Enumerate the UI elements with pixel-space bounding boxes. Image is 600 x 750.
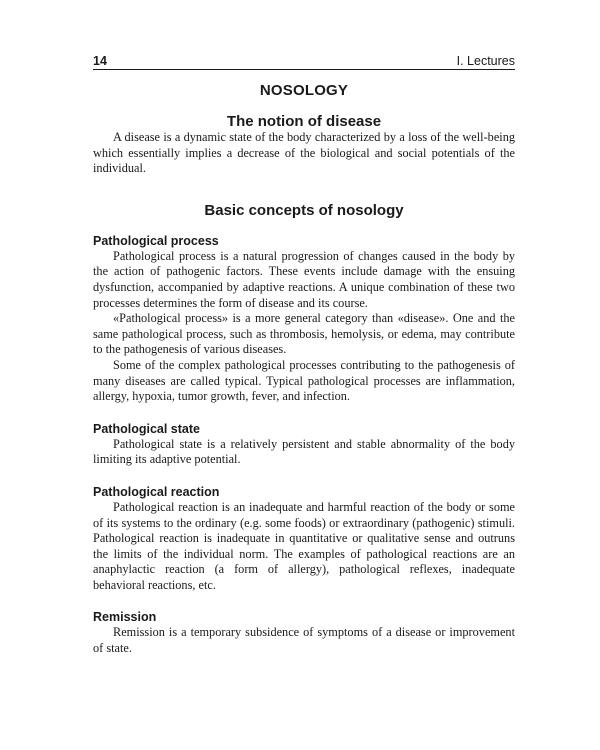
paragraph: «Pathological process» is a more general category than «disease». One and the same pathological process, such as thrombosis, hemolysis, or edema, may contribute to the pathogenesis of various diseases.: [93, 311, 515, 357]
paragraph: A disease is a dynamic state of the body characterized by a loss of the well-being which essentially implies a decrease of the biological and social potentials of the individual.: [93, 130, 515, 176]
subheading-remission: Remission: [93, 610, 157, 625]
paragraph: Pathological state is a relatively persistent and stable abnormality of the body limiting its adaptive potential.: [93, 436, 515, 467]
subheading-pathological-state: Pathological state: [93, 421, 200, 436]
subheading-pathological-reaction: Pathological reaction: [93, 484, 220, 499]
paragraph: Pathological process is a natural progression of changes caused in the body by the action of pathogenic factors. These events include damage with the ensuing dysfunction, accompanied by adaptive reactions. A unique combination of these two processes determines the form of disease and its course.: [93, 248, 515, 310]
running-title: I. Lectures: [456, 54, 515, 68]
subheading-pathological-process: Pathological process: [93, 233, 219, 248]
paragraph: Remission is a temporary subsidence of symptoms of a disease or improvement of state.: [93, 625, 515, 656]
chapter-title: NOSOLOGY: [259, 82, 349, 99]
page-number: 14: [93, 54, 107, 68]
section-title-basic-concepts: Basic concepts of nosology: [204, 201, 404, 219]
paragraph: Some of the complex pathological processes contributing to the pathogenesis of many diseases are called typical. Typical pathological processes are inflammation, allergy, hypoxia, tumor growth, fever, and infection.: [93, 357, 515, 404]
running-header: [93, 52, 515, 70]
section-title-notion: The notion of disease: [226, 113, 382, 130]
paragraph: Pathological reaction is an inadequate and harmful reaction of the body or some of its systems to the ordinary (e.g. some foods) or extraordinary (pathogenic) stimuli. Pathological reaction is inadequate in quantitative or qualitative sense and outruns the limits of the individual norm. The examples of pathological reactions are an anaphylactic reaction (a form of allergy), pathological reflexes, inadequate behavioral reactions, etc.: [93, 499, 515, 592]
book-page: [93, 52, 515, 657]
